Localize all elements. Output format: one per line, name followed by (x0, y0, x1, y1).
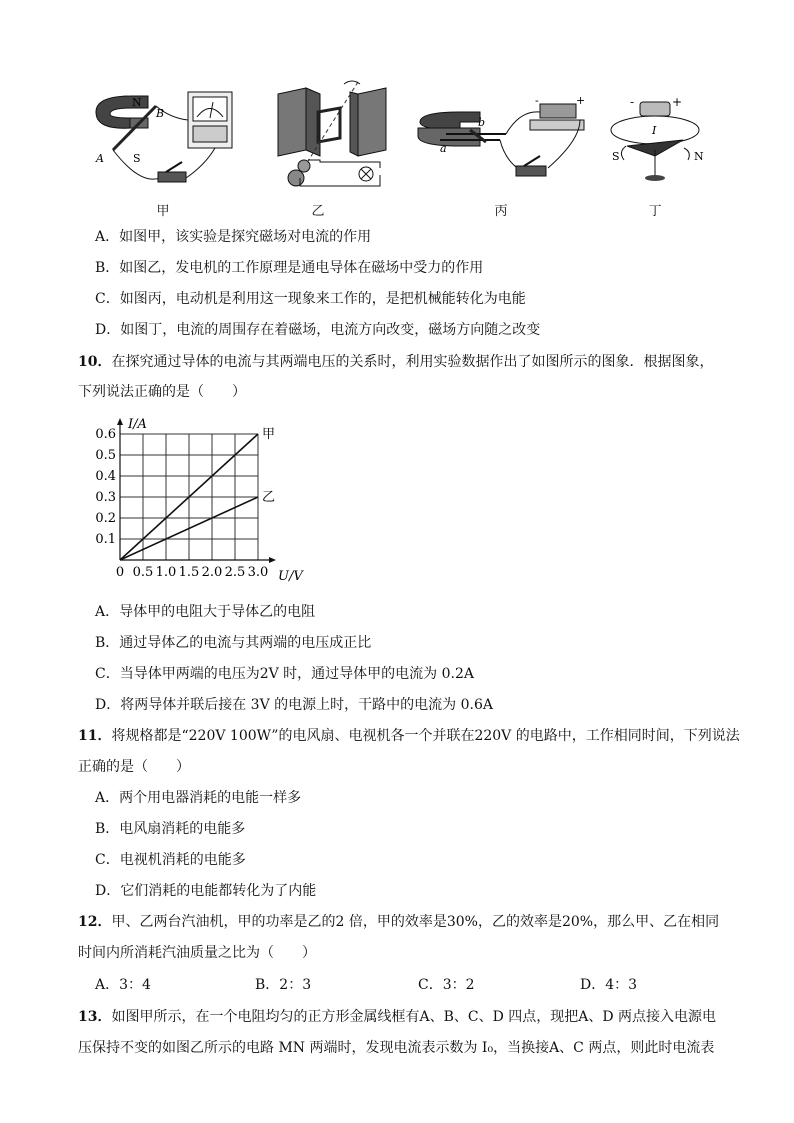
figure-yi-drawing (278, 81, 386, 186)
y-tick-label: 0.4 (95, 469, 116, 484)
series-label-yi: 乙 (262, 490, 276, 505)
q11-stem-line2: 正确的是（ ） (78, 759, 190, 775)
q13-stem-text: 如图甲所示，在一个电阻均匀的正方形金属线框有A、B、C、D 四点，现把A、D 两点接入电源电 (111, 1009, 717, 1025)
figure-bing-drawing (418, 94, 585, 176)
q10-stem-line1 (78, 352, 713, 372)
q10-stem-line2: 下列说法正确的是（ ） (78, 384, 246, 400)
figure-label-jia: 甲 (156, 204, 170, 219)
q9-option-c: C．如图丙，电动机是利用这一现象来工作的，是把机械能转化为电能 (95, 291, 526, 307)
fig3-label-plus: + (576, 94, 586, 107)
x-tick-label: 0.5 (132, 565, 154, 580)
fig4-label-s: S (612, 150, 620, 163)
q11-stem-line1 (78, 726, 740, 746)
figure-label-yi: 乙 (311, 204, 325, 219)
x-tick-label: 1.0 (155, 565, 177, 580)
fig1-label-n: N (132, 96, 142, 109)
figure-label-ding: 丁 (648, 204, 662, 219)
y-axis-arrow (117, 418, 123, 425)
q12-option-b: B．2：3 (255, 977, 312, 993)
q11-option-c: C．电视机消耗的电能多 (95, 852, 246, 868)
q11-option-d: D．它们消耗的电能都转化为了内能 (95, 883, 317, 899)
iu-graph (88, 410, 308, 595)
fig4-label-i: I (652, 124, 657, 137)
q11-option-b: B．电风扇消耗的电能多 (95, 821, 246, 837)
fig4-label-plus: + (672, 95, 683, 109)
q13-stem-line2: 压保持不变的如图乙所示的电路 MN 两端时，发现电流表示数为 I₀，当换接A、C 两点，则此时电流表 (78, 1040, 715, 1056)
fig3-label-b: b (478, 116, 486, 129)
fig4-label-n: N (694, 150, 704, 163)
x-tick-label: 0 (115, 565, 125, 580)
q11-number: 11． (78, 728, 112, 744)
figure-strip (0, 0, 794, 200)
fig3-label-minus: - (535, 94, 539, 107)
x-axis-label: U/V (278, 569, 303, 584)
x-tick-label: 3.0 (247, 565, 269, 580)
q10-option-b: B．通过导体乙的电流与其两端的电压成正比 (95, 635, 372, 651)
q9-option-d: D．如图丁，电流的周围存在着磁场，电流方向改变，磁场方向随之改变 (95, 322, 541, 338)
q12-option-a: A．3：4 (95, 977, 151, 993)
q12-stem-text: 甲、乙两台汽油机，甲的功率是乙的2 倍，甲的效率是30%，乙的效率是20%，那么甲、乙在相同 (111, 914, 720, 930)
q11-option-a: A．两个用电器消耗的电能一样多 (95, 790, 302, 806)
q13-number: 13． (78, 1009, 112, 1025)
y-tick-label: 0.6 (95, 427, 116, 442)
q10-number: 10． (78, 354, 112, 370)
q12-number: 12． (78, 914, 112, 930)
x-tick-label: 1.5 (178, 565, 200, 580)
y-tick-label: 0.1 (95, 532, 116, 547)
x-tick-label: 2.5 (224, 565, 246, 580)
y-axis-label: I/A (128, 417, 147, 432)
q10-option-d: D．将两导体并联后接在 3V 的电源上时，干路中的电流为 0.6A (95, 697, 493, 713)
fig1-label-b: B (156, 107, 165, 120)
q11-stem-text: 将规格都是“220V 100W”的电风扇、电视机各一个并联在220V 的电路中，工作相同时间，下列说法 (111, 728, 740, 744)
y-tick-label: 0.2 (95, 511, 116, 526)
q9-option-b: B．如图乙，发电机的工作原理是通电导体在磁场中受力的作用 (95, 260, 484, 276)
q10-stem-text: 在探究通过导体的电流与其两端电压的关系时，利用实验数据作出了如图所示的图象．根据图象， (111, 354, 714, 370)
q12-stem-line1 (78, 912, 719, 932)
q13-stem-line1 (78, 1007, 716, 1027)
q10-option-c: C．当导体甲两端的电压为2V 时，通过导体甲的电流为 0.2A (95, 666, 475, 682)
q10-option-a: A．导体甲的电阻大于导体乙的电阻 (95, 604, 316, 620)
q12-option-d: D．4：3 (580, 977, 638, 993)
x-tick-label: 2.0 (201, 565, 223, 580)
fig1-label-a: A (96, 152, 104, 165)
q12-stem-line2: 时间内所消耗汽油质量之比为（ ） (78, 945, 316, 961)
fig4-label-minus: - (630, 95, 635, 109)
q9-option-a: A．如图甲，该实验是探究磁场对电流的作用 (95, 229, 372, 245)
figure-ding-drawing (611, 95, 704, 181)
q12-option-c: C．3：2 (418, 977, 475, 993)
y-tick-label: 0.5 (95, 448, 116, 463)
fig1-label-s: S (133, 152, 141, 165)
figure-label-bing: 丙 (494, 204, 508, 219)
fig3-label-a: a (440, 142, 447, 155)
y-tick-label: 0.3 (95, 490, 116, 505)
series-label-jia: 甲 (262, 427, 276, 442)
x-axis-arrow (269, 557, 276, 563)
figure-jia-drawing (95, 92, 232, 182)
